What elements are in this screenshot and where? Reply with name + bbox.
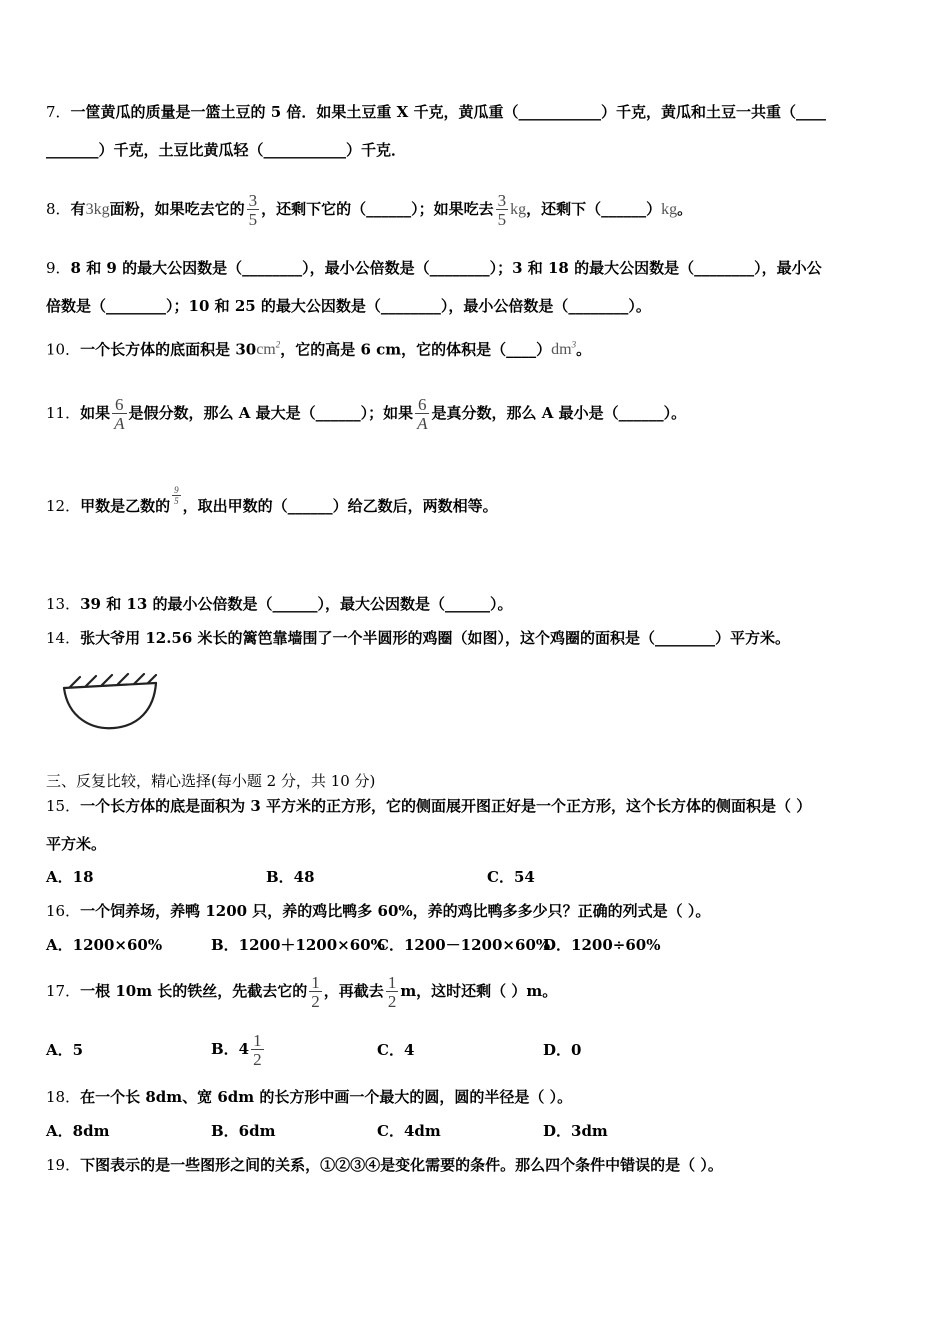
fraction-denominator: A: [114, 414, 125, 433]
question-number: 15．: [46, 797, 81, 815]
question-text: 平方米。: [46, 835, 107, 853]
option-b[interactable]: [211, 1026, 266, 1072]
question-text: 张大爷用 12.56 米长的篱笆靠墙围了一个半圆形的鸡圈（如图），这个鸡圈的面积是（________）平方米。: [80, 629, 791, 647]
question-19: [46, 1155, 723, 1175]
option-b[interactable]: B．6dm: [211, 1122, 276, 1140]
question-text: 一个长方体的底面积是 30: [80, 340, 257, 359]
option-b[interactable]: B．1200＋1200×60%: [211, 936, 385, 954]
wall-hatch: [118, 674, 128, 684]
question-text: 如果: [80, 404, 111, 422]
fraction-numerator: 3: [248, 191, 258, 210]
question-17: [46, 968, 557, 1014]
unit-exponent: 2: [275, 340, 281, 350]
question-text: ，还剩下（______）: [526, 200, 662, 218]
fraction-denominator: 2: [311, 992, 320, 1011]
unit-cubic-decimeter: [551, 341, 576, 358]
unit-kg: kg: [510, 201, 527, 218]
question-number: 18．: [46, 1088, 81, 1106]
option-a[interactable]: A．8dm: [46, 1122, 110, 1140]
question-number: 10．: [46, 340, 81, 359]
question-number: 9．: [46, 259, 71, 277]
fraction-denominator: 5: [248, 210, 258, 229]
fraction-one-half: [386, 974, 399, 1010]
unit-exponent: 3: [571, 340, 577, 350]
question-text: _______）千克，土豆比黄瓜轻（___________）千克．: [46, 141, 407, 159]
fraction-one-half: [309, 974, 322, 1010]
question-15-line-1: [46, 796, 811, 816]
semicircle-fence: [64, 683, 156, 728]
question-text: ，再截去: [323, 982, 384, 1000]
wall-hatch: [102, 675, 112, 685]
fraction-denominator: 2: [387, 992, 397, 1011]
wall-hatch: [148, 675, 156, 683]
question-text: 39 和 13 的最小公倍数是（______），最大公因数是（______）。: [80, 595, 513, 613]
question-10: [46, 335, 591, 360]
fraction-six-over-a: [112, 396, 126, 432]
option-c[interactable]: C．54: [487, 868, 535, 886]
question-text: ，它的高是 6 cm，它的体积是（____）: [280, 340, 552, 359]
question-7-line-1: [46, 102, 826, 122]
unit-text: dm: [551, 341, 572, 359]
option-d[interactable]: D．3dm: [543, 1122, 608, 1140]
question-15-line-2: [46, 834, 106, 854]
question-text: 一根 10m 长的铁丝，先截去它的: [80, 982, 308, 1000]
question-12: [46, 486, 498, 526]
option-b[interactable]: B．48: [266, 868, 315, 886]
question-14: [46, 628, 790, 648]
unit-kg: 3kg: [85, 201, 110, 218]
question-number: 13．: [46, 595, 81, 613]
fraction-denominator: A: [417, 414, 428, 433]
wall-hatch: [134, 674, 144, 684]
section-heading: 三、反复比较，精心选择(每小题 2 分，共 10 分): [46, 772, 376, 790]
option-a[interactable]: A．5: [46, 1041, 84, 1059]
fraction-nine-fifths: [172, 486, 181, 506]
question-text: 有: [70, 200, 86, 218]
question-number: 14．: [46, 629, 81, 647]
question-7-line-2: [46, 140, 406, 160]
question-text: m，这时还剩（ ）m。: [400, 982, 558, 1000]
fraction-three-fifths: [496, 192, 509, 228]
question-text: 一个长方体的底是面积为 3 平方米的正方形，它的侧面展开图正好是一个正方形，这个长方体的侧面积是（ ）: [80, 797, 812, 815]
option-label: B．4: [211, 1040, 250, 1058]
question-text: 。: [576, 340, 592, 359]
fraction-numerator: 6: [418, 395, 427, 414]
option-a[interactable]: A．1200×60%: [46, 936, 163, 954]
option-c[interactable]: C．4: [377, 1041, 415, 1059]
question-number: 16．: [46, 902, 81, 920]
question-text: 面粉，如果吃去它的: [109, 200, 245, 218]
option-c[interactable]: C．4dm: [377, 1122, 441, 1140]
question-9-line-1: [46, 258, 822, 278]
question-number: 11．: [46, 404, 81, 422]
question-text: 是真分数，那么 A 最小是（______）。: [431, 404, 687, 422]
option-d[interactable]: D．1200÷60%: [543, 936, 661, 954]
wall-hatch: [86, 676, 96, 686]
unit-kg: kg: [661, 201, 678, 218]
fraction-denominator: 5: [174, 496, 179, 506]
question-11: [46, 390, 686, 436]
question-text: 一筐黄瓜的质量是一篮土豆的 5 倍．如果土豆重 X 千克，黄瓜重（___________）千克，黄瓜和土豆一共重（____: [70, 103, 827, 121]
question-text: 在一个长 8dm、宽 6dm 的长方形中画一个最大的圆，圆的半径是（ ）。: [80, 1088, 573, 1106]
question-text: 一个饲养场，养鸭 1200 只，养的鸡比鸭多 60%，养的鸡比鸭多多少只？正确的列式是（ ）。: [80, 902, 711, 920]
fraction-numerator: 1: [253, 1031, 262, 1050]
question-number: 17．: [46, 982, 81, 1000]
question-18: [46, 1087, 572, 1107]
option-d[interactable]: D．0: [543, 1041, 582, 1059]
question-number: 8．: [46, 200, 71, 218]
question-number: 7．: [46, 103, 71, 121]
fraction-numerator: 9: [174, 485, 179, 495]
fraction-numerator: 3: [497, 191, 507, 210]
fraction-denominator: 5: [497, 210, 507, 229]
question-number: 19．: [46, 1156, 81, 1174]
question-text: 。: [677, 200, 693, 218]
question-13: [46, 594, 513, 614]
question-9-line-2: [46, 296, 651, 316]
semicircle-pen-figure: [58, 666, 168, 736]
question-number: 12．: [46, 497, 81, 515]
unit-text: cm: [256, 341, 276, 359]
question-text: 是假分数，那么 A 最大是（______）；如果: [128, 404, 414, 422]
question-text: 下图表示的是一些图形之间的关系，①②③④是变化需要的条件。那么四个条件中错误的是（ ）。: [80, 1156, 723, 1174]
fraction-three-fifths: [247, 192, 260, 228]
option-c[interactable]: C．1200－1200×60%: [377, 936, 551, 954]
question-text: 8 和 9 的最大公因数是（________），最小公倍数是（________）；3 和 18 的最大公因数是（________），最小公: [70, 259, 822, 277]
wall-line: [64, 683, 156, 688]
question-text: ，还剩下它的（______）；如果吃去: [261, 200, 494, 218]
fraction-numerator: 6: [115, 395, 124, 414]
fraction-one-half: [251, 1032, 264, 1068]
question-text: 甲数是乙数的: [80, 497, 171, 515]
fraction-denominator: 2: [253, 1050, 262, 1069]
unit-square-centimeter: [256, 341, 280, 358]
question-16: [46, 901, 710, 921]
fraction-six-over-a: [415, 396, 429, 432]
fraction-numerator: 1: [387, 973, 397, 992]
question-text: 倍数是（________）；10 和 25 的最大公因数是（________），最小公倍数是（________）。: [46, 297, 651, 315]
question-8: [46, 186, 692, 232]
option-a[interactable]: A．18: [46, 868, 94, 886]
wall-hatch: [70, 677, 80, 687]
question-text: ，取出甲数的（______）给乙数后，两数相等。: [182, 497, 498, 515]
fraction-numerator: 1: [311, 973, 320, 992]
